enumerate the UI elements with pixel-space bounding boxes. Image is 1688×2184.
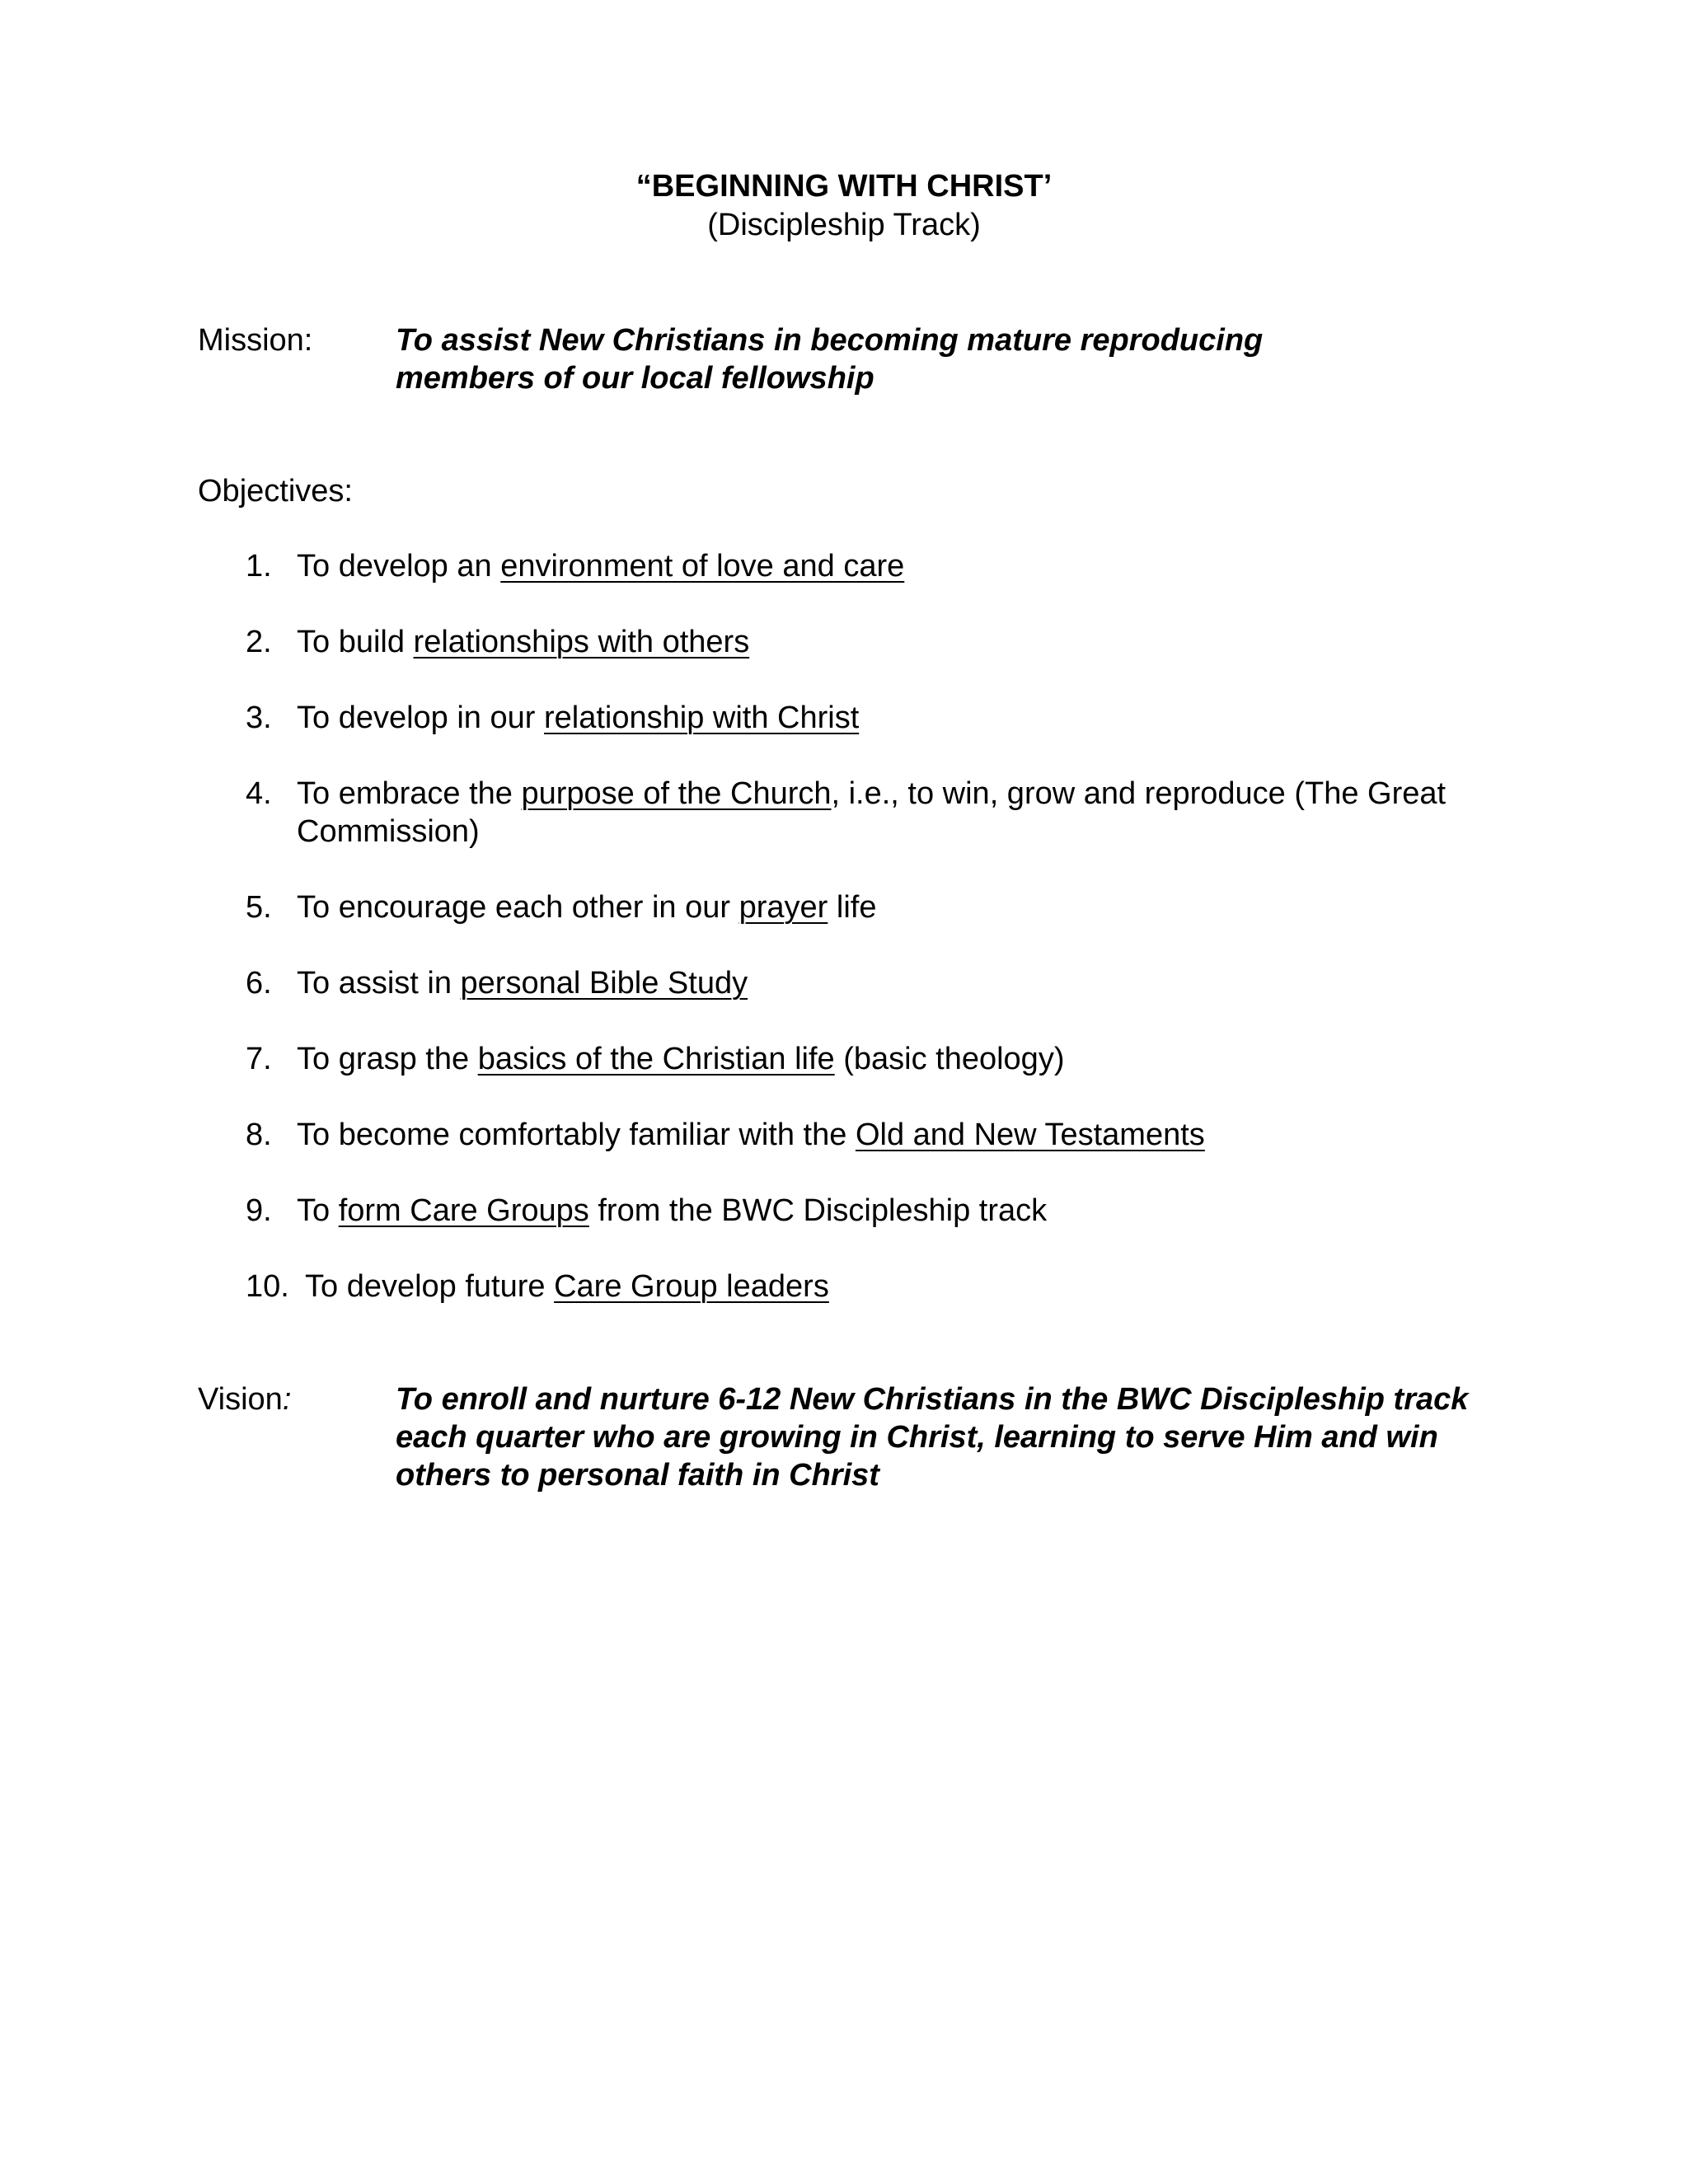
objective-item-6 bbox=[246, 964, 1482, 1002]
objective-number: 6. bbox=[246, 966, 272, 1001]
objective-number: 2. bbox=[246, 625, 272, 659]
document-subtitle: (Discipleship Track) bbox=[707, 208, 981, 242]
objective-number: 4. bbox=[246, 776, 272, 811]
objective-item-9 bbox=[246, 1192, 1482, 1230]
objective-key-phrase: Old and New Testaments bbox=[855, 1118, 1205, 1152]
objective-text: To assist in personal Bible Study bbox=[297, 966, 748, 1001]
objective-item-5 bbox=[246, 888, 1482, 926]
objective-text: To embrace the purpose of the Church, i.e., to win, grow and reproduce (The Great Commission) bbox=[297, 776, 1447, 849]
vision-label: Vision: bbox=[198, 1382, 292, 1417]
objective-number: 1. bbox=[246, 549, 272, 583]
objective-item-1 bbox=[246, 547, 1482, 585]
objective-item-2 bbox=[246, 623, 1482, 661]
document-title: “BEGINNING WITH CHRIST’ bbox=[635, 169, 1053, 204]
objective-text: To develop future Care Group leaders bbox=[305, 1269, 829, 1304]
mission-label: Mission: bbox=[198, 323, 313, 358]
objective-key-phrase: prayer bbox=[738, 890, 828, 925]
objective-item-10 bbox=[246, 1268, 1482, 1305]
objective-key-phrase: form Care Groups bbox=[338, 1193, 589, 1228]
objective-number: 3. bbox=[246, 701, 272, 735]
objective-key-phrase: Care Group leaders bbox=[554, 1269, 829, 1304]
objective-number: 9. bbox=[246, 1193, 272, 1228]
objective-key-phrase: relationships with others bbox=[413, 625, 750, 659]
objective-item-4 bbox=[246, 775, 1482, 849]
objective-key-phrase: environment of love and care bbox=[500, 549, 905, 583]
objective-text: To build relationships with others bbox=[297, 625, 750, 659]
objective-key-phrase: basics of the Christian life bbox=[477, 1042, 835, 1076]
objective-item-3 bbox=[246, 699, 1482, 737]
objective-text: To form Care Groups from the BWC Discipleship track bbox=[297, 1193, 1048, 1228]
vision-text: To enroll and nurture 6-12 New Christians in the BWC Discipleship track each quarter who are growing in Christ, learning to serve Him and win others to personal faith in Christ bbox=[396, 1382, 1469, 1493]
objective-key-phrase: personal Bible Study bbox=[460, 966, 748, 1001]
objective-number: 7. bbox=[246, 1042, 272, 1076]
objective-key-phrase: relationship with Christ bbox=[543, 701, 860, 735]
objective-key-phrase: purpose of the Church bbox=[521, 776, 832, 811]
objective-text: To encourage each other in our prayer life bbox=[297, 890, 877, 925]
objective-number: 10. bbox=[246, 1269, 289, 1304]
objectives-label: Objectives: bbox=[198, 474, 353, 509]
objective-item-7 bbox=[246, 1040, 1482, 1078]
objective-text: To develop in our relationship with Christ bbox=[297, 701, 860, 735]
objective-text: To grasp the basics of the Christian life (basic theology) bbox=[297, 1042, 1065, 1076]
objective-text: To develop an environment of love and care bbox=[297, 549, 905, 583]
objective-text: To become comfortably familiar with the Old and New Testaments bbox=[297, 1118, 1205, 1152]
objective-number: 5. bbox=[246, 890, 272, 925]
objective-item-8 bbox=[246, 1116, 1482, 1154]
mission-text: To assist New Christians in becoming mature reproducing members of our local fellowship bbox=[396, 323, 1264, 396]
objective-number: 8. bbox=[246, 1118, 272, 1152]
